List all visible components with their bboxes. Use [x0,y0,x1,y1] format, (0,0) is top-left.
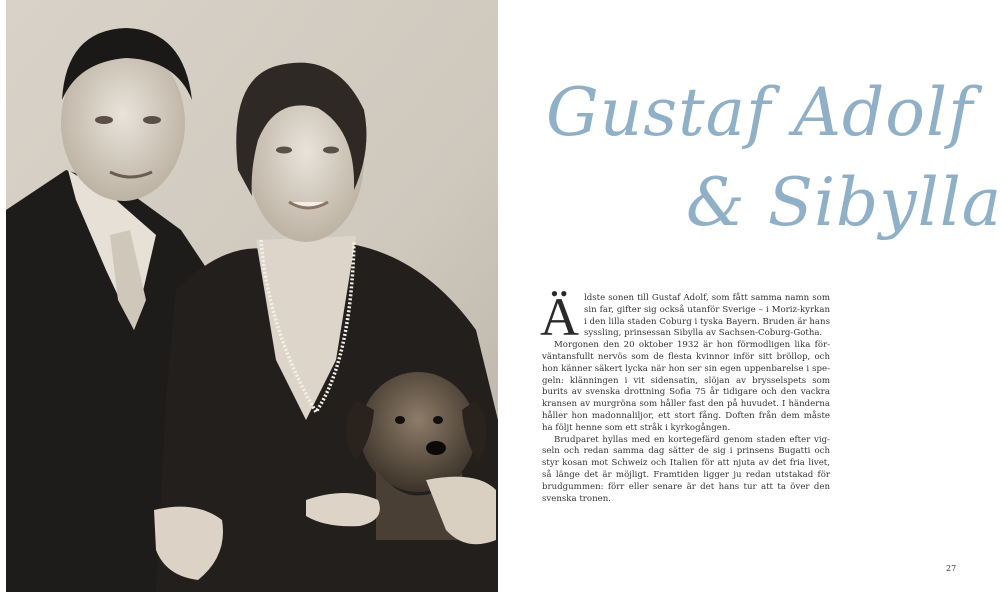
portrait-photo [6,0,498,592]
portrait-photo-icon [6,0,498,592]
drop-cap: Ä [540,287,579,347]
article-body [540,287,830,505]
page-number: 27 [946,564,957,573]
title-line-2: & Sibylla [686,164,1002,241]
paragraph-1-text: ldste sonen till Gustaf Adolf, som fått samma namn som sin far, gifter sig också utanför Sverige – i Moriz-kyrkan i den lilla staden Coburg i tyska Bayern. Bruden är hans syssling, prinsessan Sibylla av Sachsen-Coburg-Gotha. [584,293,830,339]
paragraph-2: Morgonen den 20 oktober 1932 är hon förmodligen lika för-väntansfullt nervös som de flesta kvinnor inför sitt bröllop, och hon känner säkert lycka när hon ser sin egen uppenbarelse i spe-geln: klänningen i vit sidensatin, slöjan av brysselspets som burits av svenska drottning Sofia 75 år tidigare och den vackra kransen av murgröna som håller fast den på huvudet. I händerna håller hon madonnaliljor, ett stort fång. Doften från dem måste ha följt henne som ett stråk i kyrkogången. [542,340,830,433]
title-line-1: Gustaf Adolf [546,74,974,151]
paragraph-1 [540,287,830,347]
article-title [538,70,1002,260]
paragraph-3: Brudparet hyllas med en kortegefärd genom staden efter vig-seln och redan samma dag sätter de sig i prinsens Bugatti och styr kosan mot Schweiz och Italien för att njuta av det fria livet, så länge det är möjligt. Framtiden ligger ju redan utstakad för brudgummen: förr eller senare är det hans tur att ta över den svenska tronen. [542,434,830,504]
